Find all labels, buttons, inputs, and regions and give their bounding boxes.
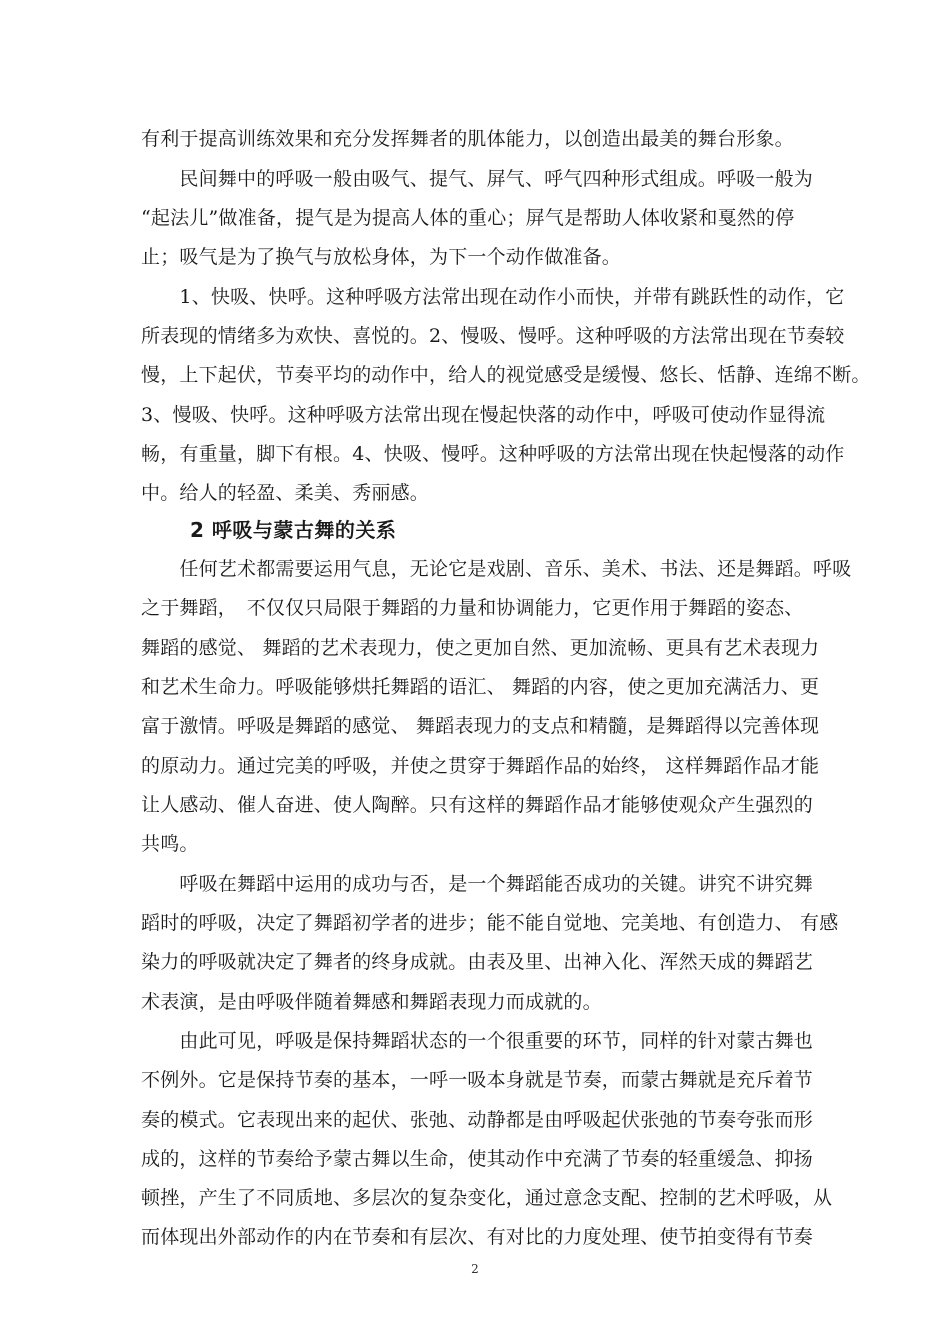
text-line: 染力的呼吸就决定了舞者的终身成就。由表及里、出神入化、浑然天成的舞蹈艺 — [141, 951, 814, 973]
text-line: 畅，有重量，脚下有根。4、快吸、慢呼。这种呼吸的方法常出现在快起慢落的动作 — [141, 443, 845, 465]
text-line: 止；吸气是为了换气与放松身体，为下一个动作做准备。 — [141, 246, 622, 268]
text-line: 舞蹈的感觉、 舞蹈的艺术表现力，使之更加自然、更加流畅、更具有艺术表现力 — [141, 637, 820, 659]
text-line: 任何艺术都需要运用气息，无论它是戏剧、音乐、美术、书法、还是舞蹈。呼吸 — [141, 558, 852, 580]
text-line: 共鸣。 — [141, 833, 199, 855]
text-line: 慢，上下起伏，节奏平均的动作中，给人的视觉感受是缓慢、悠长、恬静、连绵不断。 — [141, 364, 871, 386]
section-heading: 2 呼吸与蒙古舞的关系 — [190, 518, 397, 542]
text-line: “起法儿”做准备，提气是为提高人体的重心；屏气是帮助人体收紧和戛然的停 — [141, 207, 795, 229]
text-line: 奏的模式。它表现出来的起伏、张弛、动静都是由呼吸起伏张弛的节奏夸张而形 — [141, 1109, 814, 1131]
text-line: 3、慢吸、快呼。这种呼吸方法常出现在慢起快落的动作中，呼吸可使动作显得流 — [141, 404, 826, 426]
text-line: 顿挫，产生了不同质地、多层次的复杂变化，通过意念支配、控制的艺术呼吸，从 — [141, 1187, 833, 1209]
text-line: 让人感动、催人奋进、使人陶醉。只有这样的舞蹈作品才能够使观众产生强烈的 — [141, 794, 814, 816]
text-line: 1、快吸、快呼。这种呼吸方法常出现在动作小而快，并带有跳跃性的动作，它 — [141, 286, 845, 308]
text-line: 呼吸在舞蹈中运用的成功与否，是一个舞蹈能否成功的关键。讲究不讲究舞 — [141, 873, 814, 895]
text-line: 蹈时的呼吸，决定了舞蹈初学者的进步；能不能自觉地、完美地、有创造力、 有感 — [141, 912, 839, 934]
text-line: 富于激情。呼吸是舞蹈的感觉、 舞蹈表现力的支点和精髓，是舞蹈得以完善体现 — [141, 715, 820, 737]
page-number: 2 — [471, 1262, 479, 1276]
text-line: 不例外。它是保持节奏的基本，一呼一吸本身就是节奏，而蒙古舞就是充斥着节 — [141, 1069, 814, 1091]
text-line: 由此可见，呼吸是保持舞蹈状态的一个很重要的环节，同样的针对蒙古舞也 — [141, 1030, 814, 1052]
text-line: 成的，这样的节奏给予蒙古舞以生命，使其动作中充满了节奏的轻重缓急、抑扬 — [141, 1148, 814, 1170]
text-line: 有利于提高训练效果和充分发挥舞者的肌体能力，以创造出最美的舞台形象。 — [141, 128, 794, 150]
text-line: 中。给人的轻盈、柔美、秀丽感。 — [141, 482, 430, 504]
text-line: 之于舞蹈， 不仅仅只局限于舞蹈的力量和协调能力，它更作用于舞蹈的姿态、 — [141, 597, 804, 619]
text-line: 而体现出外部动作的内在节奏和有层次、有对比的力度处理、使节拍变得有节奏 — [141, 1226, 814, 1248]
text-line: 和艺术生命力。呼吸能够烘托舞蹈的语汇、 舞蹈的内容，使之更加充满活力、更 — [141, 676, 820, 698]
text-line: 所表现的情绪多为欢快、喜悦的。2、慢吸、慢呼。这种呼吸的方法常出现在节奏较 — [141, 325, 845, 347]
text-line: 术表演，是由呼吸伴随着舞感和舞蹈表现力而成就的。 — [141, 991, 602, 1013]
text-line: 民间舞中的呼吸一般由吸气、提气、屏气、呼气四种形式组成。呼吸一般为 — [141, 168, 814, 190]
text-line: 的原动力。通过完美的呼吸，并使之贯穿于舞蹈作品的始终， 这样舞蹈作品才能 — [141, 755, 820, 777]
